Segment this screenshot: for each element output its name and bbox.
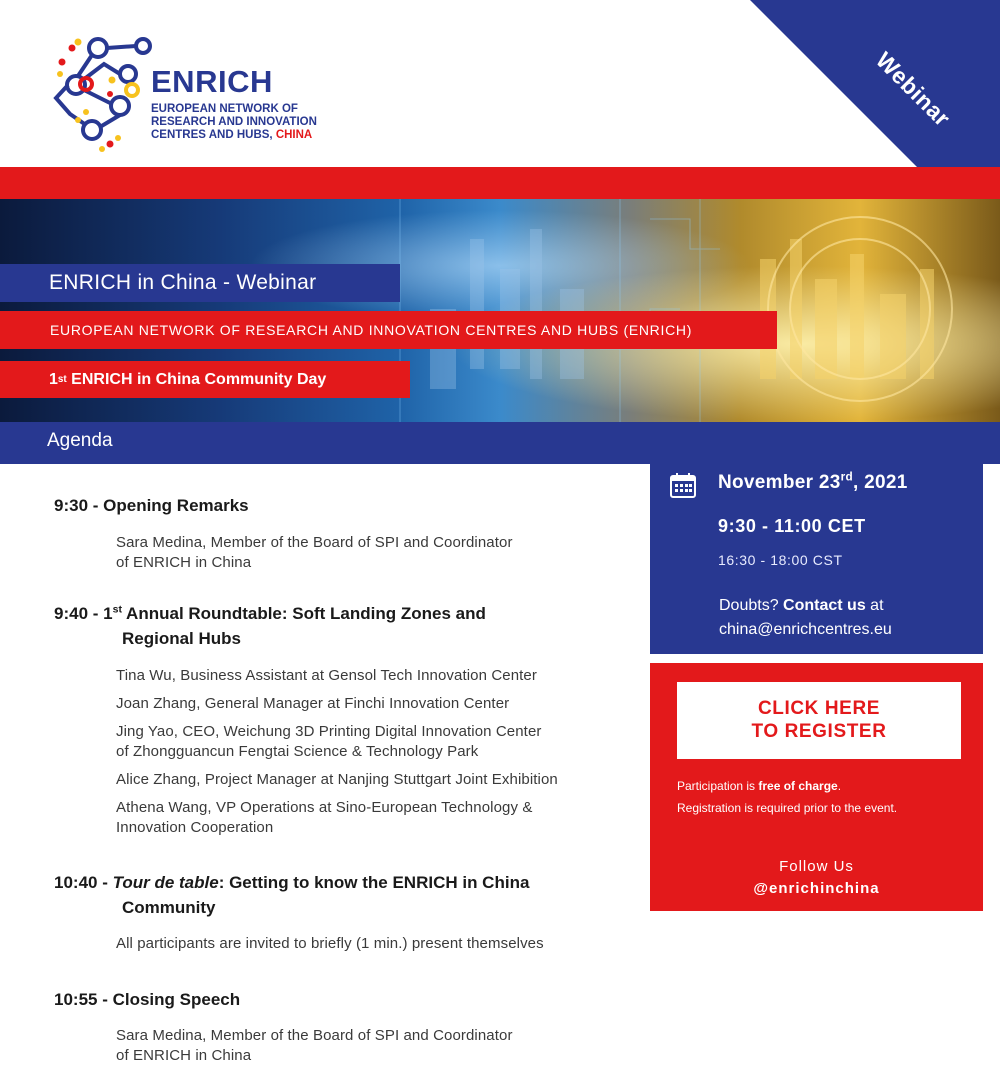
logo-subtitle-line: CENTRES AND HUBS, [151, 129, 273, 141]
day-ordinal: 1 [49, 370, 58, 388]
logo-subtitle-china: CHINA [275, 129, 313, 141]
speaker-line: of Zhongguancun Fengtai Science & Technology Park [116, 743, 479, 760]
logo-subtitle-line: EUROPEAN NETWORK OF [151, 103, 298, 115]
event-info-panel [650, 464, 983, 654]
speaker-line: Sara Medina, Member of the Board of SPI and Coordinator [116, 534, 513, 551]
session-name: Annual Roundtable: Soft Landing Zones and [121, 604, 486, 623]
register-button[interactable] [677, 682, 961, 759]
session-roundtable-title [54, 601, 486, 651]
follow-us-label: Follow Us [779, 858, 854, 875]
logo-subtitle [151, 103, 317, 142]
banner-title: ENRICH in China - Webinar [0, 264, 400, 302]
contact-prefix: Doubts? [719, 597, 784, 614]
red-header-band [0, 167, 1000, 199]
note-period: . [837, 779, 842, 793]
banner-community-day: 1 st ENRICH in China Community Day [0, 361, 410, 398]
session-time: 9:40 - 1 [54, 604, 113, 623]
event-time-cet: 9:30 - 11:00 CET [718, 516, 866, 536]
calendar-icon [670, 472, 696, 498]
event-date-year: , 2021 [853, 472, 908, 493]
speaker-line: of ENRICH in China [116, 1047, 252, 1064]
session-closing-speaker [116, 1026, 513, 1066]
registration-panel [650, 663, 983, 911]
event-time-cst: 16:30 - 18:00 CST [718, 552, 843, 568]
registration-note [677, 775, 897, 819]
session-name-cont: Regional Hubs [122, 629, 242, 648]
network-nodes-icon [48, 34, 153, 159]
speaker-line: Jing Yao, CEO, Weichung 3D Printing Digital Innovation Center [116, 723, 542, 740]
panelist-alice-zhang: Alice Zhang, Project Manager at Nanjing Stuttgart Joint Exhibition [116, 771, 558, 788]
speaker-line: Athena Wang, VP Operations at Sino-European Technology & [116, 799, 533, 816]
social-handle-link[interactable]: @enrichinchina [753, 880, 880, 897]
webinar-label: Webinar [870, 46, 956, 132]
logo-title: ENRICH [151, 64, 273, 99]
event-date [718, 472, 908, 494]
speaker-line: Sara Medina, Member of the Board of SPI and Coordinator [116, 1027, 513, 1044]
agenda-heading: Agenda [0, 422, 1000, 464]
panelist-jing-yao [116, 722, 542, 762]
contact-info [719, 594, 892, 642]
speaker-line: Innovation Cooperation [116, 819, 274, 836]
contact-us-link[interactable]: Contact us [783, 597, 866, 614]
session-name-cont: Community [122, 898, 216, 917]
note-text: Participation is [677, 779, 759, 793]
session-tour-de-table-note: All participants are invited to briefly (1 min.) present themselves [116, 935, 544, 952]
panelist-joan-zhang: Joan Zhang, General Manager at Finchi Innovation Center [116, 695, 510, 712]
note-free: free of charge [758, 779, 838, 793]
speaker-line: of ENRICH in China [116, 554, 252, 571]
register-button-line: TO REGISTER [751, 721, 887, 742]
contact-suffix: at [865, 597, 884, 614]
panelist-athena-wang [116, 798, 532, 838]
contact-email[interactable]: china@enrichcentres.eu [719, 621, 892, 638]
session-opening-speaker [116, 533, 513, 573]
day-title: ENRICH in China Community Day [66, 370, 327, 388]
register-button-line: CLICK HERE [757, 698, 881, 719]
panelist-tina-wu: Tina Wu, Business Assistant at Gensol Tech Innovation Center [116, 667, 537, 684]
session-name-italic: Tour de table [112, 873, 219, 892]
session-time: 10:40 - [54, 873, 113, 892]
banner-network-name: EUROPEAN NETWORK OF RESEARCH AND INNOVATION CENTRES AND HUBS (ENRICH) [0, 311, 777, 349]
event-date-day: November 23 [718, 472, 841, 493]
enrich-logo [48, 34, 348, 164]
session-name: : Getting to know the ENRICH in China [218, 873, 530, 892]
follow-us [650, 856, 983, 900]
session-closing-title: 10:55 - Closing Speech [54, 990, 241, 1009]
session-opening-title: 9:30 - Opening Remarks [54, 496, 249, 515]
logo-subtitle-line: RESEARCH AND INNOVATION [151, 116, 317, 128]
session-tour-de-table-title [54, 870, 529, 920]
event-date-suffix: rd [840, 470, 854, 484]
ordinal-suffix: st [112, 603, 122, 616]
note-text: Registration is required prior to the event. [677, 801, 898, 815]
